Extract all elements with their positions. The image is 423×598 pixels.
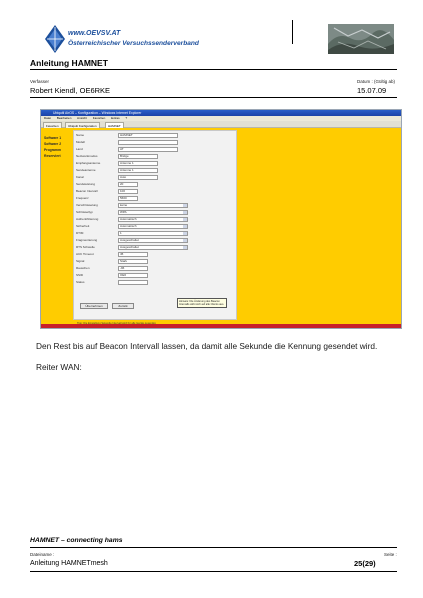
sidebar-item-reserviert[interactable]: Reserviert bbox=[44, 154, 61, 158]
meta-rule bbox=[30, 97, 397, 98]
photo-image-icon bbox=[328, 24, 394, 54]
embedded-screenshot bbox=[40, 109, 402, 329]
menu-item[interactable]: ? bbox=[125, 116, 128, 120]
form-select[interactable]: 1 bbox=[118, 231, 188, 236]
menu-item[interactable]: Ansicht bbox=[77, 116, 87, 120]
tab-hamnet[interactable]: HAMNET bbox=[105, 122, 124, 128]
form-input[interactable]: Antenne 1 bbox=[118, 161, 158, 166]
logo-organization-name: Österreichischer Versuchssenderverband bbox=[68, 40, 199, 47]
form-label: Netzwerkmodus bbox=[76, 154, 98, 158]
menu-item[interactable]: Extras bbox=[111, 116, 120, 120]
menu-item[interactable]: Datei bbox=[44, 116, 52, 120]
document-title: Anleitung HAMNET bbox=[30, 58, 108, 68]
form-select[interactable]: Ausgeschaltet bbox=[118, 238, 188, 243]
footer-title: HAMNET – connecting hams bbox=[30, 537, 123, 544]
footer-rule bbox=[30, 547, 397, 548]
browser-tabbar bbox=[41, 121, 401, 128]
form-label: Kanal bbox=[76, 175, 84, 179]
author-value: Robert Kiendl, OE6RKE bbox=[30, 86, 111, 95]
sidebar-item-programm[interactable]: Programm bbox=[44, 148, 61, 152]
form-input[interactable]: HAMNET bbox=[118, 133, 178, 138]
form-select[interactable]: keine bbox=[118, 203, 188, 208]
tab-favorites[interactable]: Favoriten bbox=[43, 122, 62, 128]
sidebar-item-software-1[interactable]: Software 1 bbox=[44, 136, 62, 140]
logo-url: www.OEVSV.AT bbox=[68, 30, 121, 37]
form-input[interactable] bbox=[118, 140, 178, 145]
form-label: DTIM bbox=[76, 231, 84, 235]
menu-item[interactable]: Favoriten bbox=[92, 116, 106, 120]
tab-ubiquiti[interactable]: Ubiquiti Konfiguration bbox=[65, 122, 100, 128]
oevsv-logo-icon bbox=[44, 24, 66, 54]
browser-window-title: Ubiquiti AirOS – Konfiguration – Windows Internet Explorer bbox=[53, 111, 142, 115]
wireless-settings-form bbox=[73, 130, 237, 320]
footer-bottom-rule bbox=[30, 571, 397, 572]
form-input[interactable]: 45 bbox=[118, 252, 148, 257]
browser-statusbar bbox=[41, 324, 401, 329]
form-input[interactable]: AT bbox=[118, 147, 178, 152]
file-label: Dateiname : bbox=[30, 552, 55, 557]
page-content bbox=[41, 128, 401, 324]
paragraph-beacon: Den Rest bis auf Beacon Intervall lassen, da damit alle Sekunde die Kennung gesendet wird. bbox=[36, 341, 378, 351]
form-input[interactable]: 20 bbox=[118, 182, 138, 187]
form-label: Modell bbox=[76, 140, 85, 144]
form-label: Land bbox=[76, 147, 83, 151]
sidebar-item-software-2[interactable]: Software 2 bbox=[44, 142, 62, 146]
date-value: 15.07.09 bbox=[357, 86, 387, 95]
form-input[interactable]: Bridge bbox=[118, 154, 158, 159]
form-input[interactable]: -96 bbox=[118, 266, 148, 271]
form-label: Fragmentierung bbox=[76, 238, 98, 242]
reset-button[interactable]: Zurück bbox=[112, 303, 134, 309]
paragraph-wan: Reiter WAN: bbox=[36, 362, 82, 372]
sidebar-menu bbox=[41, 135, 73, 159]
form-label: Sendeantenne bbox=[76, 168, 96, 172]
form-input[interactable]: OE6 bbox=[118, 273, 148, 278]
apply-button[interactable]: Übernehmen bbox=[80, 303, 108, 309]
form-input[interactable]: 100 bbox=[118, 189, 138, 194]
form-label: Status bbox=[76, 280, 85, 284]
form-label: Rauschen bbox=[76, 266, 90, 270]
form-input[interactable]: Antenne 1 bbox=[118, 168, 158, 173]
form-label: Authentifizierung bbox=[76, 217, 99, 221]
title-rule bbox=[30, 69, 397, 70]
form-label: Name bbox=[76, 133, 85, 137]
author-label: Verfasser bbox=[30, 79, 50, 84]
form-input[interactable]: Auto bbox=[118, 175, 158, 180]
form-input[interactable]: 5660 bbox=[118, 196, 138, 201]
form-select[interactable]: Automatisch bbox=[118, 224, 188, 229]
form-input[interactable] bbox=[118, 280, 148, 285]
form-label: Schlüsseltyp bbox=[76, 210, 93, 214]
form-label: Frequenz bbox=[76, 196, 89, 200]
form-label: Verschlüsselung bbox=[76, 203, 98, 207]
page-label: Seite : bbox=[384, 552, 397, 557]
form-label: SSID bbox=[76, 273, 84, 277]
help-tooltip: Hinweis: Die Änderung des Beacon Intervalls wirkt sich auf alle Clients aus. bbox=[177, 298, 227, 308]
menu-item[interactable]: Bearbeiten bbox=[56, 116, 72, 120]
form-label: Beacon Intervall bbox=[76, 189, 98, 193]
date-label: Datum : (Gültig ab) bbox=[357, 79, 396, 84]
form-label: ACK Timeout bbox=[76, 252, 94, 256]
file-name: Anleitung HAMNETmesh bbox=[30, 560, 108, 567]
header-divider bbox=[292, 20, 293, 44]
form-select[interactable]: Ausgeschaltet bbox=[118, 245, 188, 250]
form-label: Empfangsantenne bbox=[76, 161, 101, 165]
form-label: Sendeleistung bbox=[76, 182, 96, 186]
page-number: 25(29) bbox=[354, 559, 376, 568]
form-label: RTS Schwelle bbox=[76, 245, 95, 249]
form-input[interactable]: Stark bbox=[118, 259, 148, 264]
form-select[interactable]: WPA bbox=[118, 210, 188, 215]
form-select[interactable]: Automatisch bbox=[118, 217, 188, 222]
form-label: Sicherheit bbox=[76, 224, 90, 228]
form-label: Signal bbox=[76, 259, 85, 263]
